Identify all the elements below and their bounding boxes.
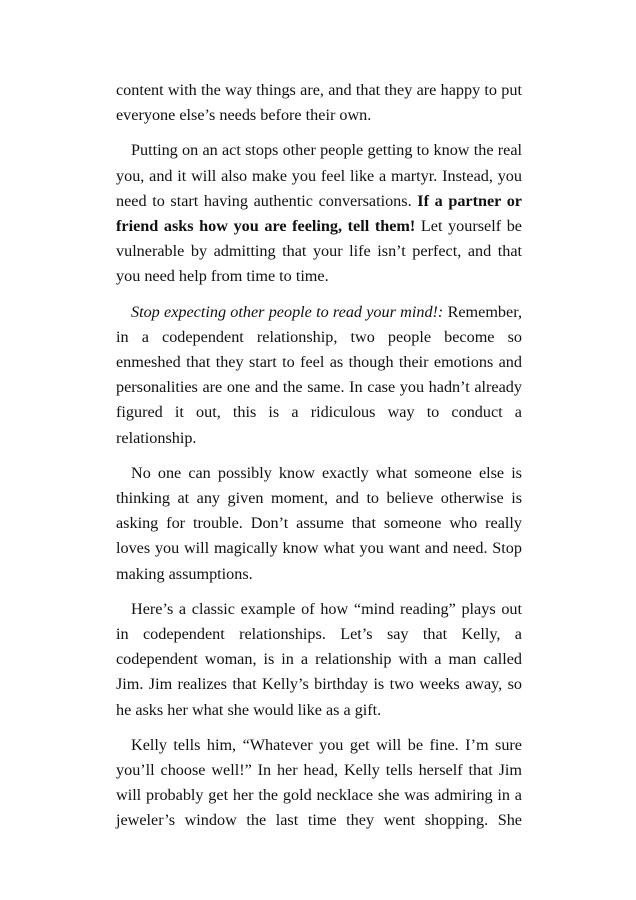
paragraph-assumptions xyxy=(116,461,522,587)
paragraph-continuation xyxy=(116,78,522,128)
paragraph-kelly-response xyxy=(116,733,522,834)
paragraph-text: No one can possibly know exactly what someone else is thinking at any given moment, and to believe otherwise is asking for trouble. Don’t assume that someone who really loves you will magically know what you want and need. Stop making assumptions. xyxy=(116,463,522,583)
italic-lead-in: Stop expecting other people to read your mind!: xyxy=(131,302,444,321)
paragraph-text: Kelly tells him, “Whatever you get will be fine. I’m sure you’ll choose well!” In her head, Kelly tells herself that Jim will probably get her the gold necklace she was admiring in a jeweler’s window the last time they went shopping. She xyxy=(116,735,522,830)
paragraph-example-intro xyxy=(116,597,522,723)
book-page xyxy=(116,78,522,844)
paragraph-text: Here’s a classic example of how “mind reading” plays out in codependent relationships. Let’s say that Kelly, a codependent woman, is in a relationship with a man called Jim. Jim realizes that Kelly’s birthday is two weeks away, so he asks her what she would like as a gift. xyxy=(116,599,522,719)
paragraph-text: Putting on an act stops other people getting to know the real you, and it will also make you feel like a martyr. Instead, you need to start having authentic conversations. xyxy=(116,141,522,210)
paragraph-authentic-conversations xyxy=(116,138,522,289)
paragraph-mind-reading-heading xyxy=(116,300,522,451)
paragraph-text: Let yourself be vulnerable by admitting that your life isn’t perfect, and that you need help from time to time. xyxy=(116,217,522,286)
bold-advice: If a partner or friend asks how you are feeling, tell them! xyxy=(116,191,522,236)
paragraph-text: Remember, in a codependent relationship, two people become so enmeshed that they start to feel as though their emotions and personalities are one and the same. In case you hadn’t already figured it out, this is a ridiculous way to conduct a relationship. xyxy=(116,302,522,447)
paragraph-text: content with the way things are, and that they are happy to put everyone else’s needs before their own. xyxy=(116,81,522,125)
